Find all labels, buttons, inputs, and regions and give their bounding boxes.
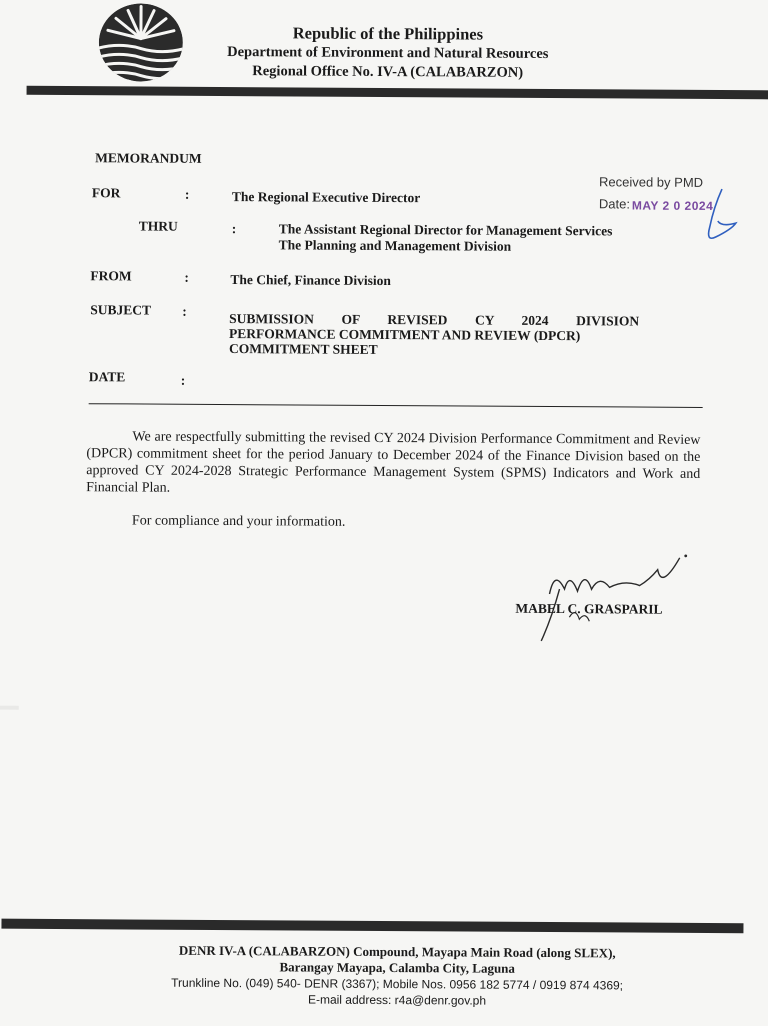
memo-body [86,428,701,533]
footer-address-line1: DENR IV-A (CALABARZON) Compound, Mayapa Main Road (along SLEX), [37,942,757,962]
date-label: DATE [89,369,126,385]
received-stamp-label: Received by PMD [599,171,703,194]
thru-value-line1: The Assistant Regional Director for Management Services [279,221,613,239]
pmd-initial-signature-icon [692,187,742,247]
letterhead-department: Department of Environment and Natural Resources [198,43,578,64]
letterhead-republic: Republic of the Philippines [198,23,578,45]
from-label: FROM [90,268,131,284]
denr-logo-icon [98,2,184,83]
footer-address-line2: Barangay Mayapa, Calamba City, Laguna [37,958,757,978]
subject-line1: SUBMISSION OF REVISED CY 2024 DIVISION [229,311,639,329]
for-value: The Regional Executive Director [232,189,420,206]
date-colon: : [181,373,186,389]
thru-value [279,221,613,255]
subject-value [229,311,639,359]
footer-contact-numbers: Trunkline No. (049) 540- DENR (3367); Mobile Nos. 0956 182 5774 / 0919 874 4369; [37,974,757,994]
memo-title: MEMORANDUM [95,150,202,167]
page-smudge [0,706,19,710]
from-value: The Chief, Finance Division [230,272,391,289]
footer-email: E-mail address: r4a@denr.gov.ph [37,990,757,1010]
for-colon: : [185,187,190,203]
subject-label: SUBJECT [90,302,151,318]
letterhead-regional-office: Regional Office No. IV-A (CALABARZON) [198,62,578,83]
subject-colon: : [182,304,187,320]
received-stamp-date-label: Date: [599,193,703,216]
body-paragraph-1: We are respectfully submitting the revised CY 2024 Division Performance Commitment and Review (DPCR) commitment sheet for the period January to December 2024 of the Finance Division based on the approved CY 2024-2028 Strategic Performance Management System (SPMS) Indicators and Work and Financial Plan. [86,428,700,500]
header-divider-bar [27,86,768,100]
thru-colon: : [232,221,237,237]
signatory-name: MABEL C. GRASPARIL [515,601,662,618]
memo-header-rule [89,403,703,408]
thru-label: THRU [139,218,178,234]
from-colon: : [184,270,189,286]
for-label: FOR [92,185,121,201]
body-paragraph-2: For compliance and your information. [86,512,700,533]
subject-line2: PERFORMANCE COMMITMENT AND REVIEW (DPCR) [229,326,639,344]
letterhead [198,23,578,83]
footer-divider-bar [1,919,743,934]
handwritten-signature-icon [529,549,690,650]
footer [37,942,757,1010]
thru-value-line2: The Planning and Management Division [279,237,613,255]
subject-line3: COMMITMENT SHEET [229,341,639,359]
received-stamp-date: MAY 2 0 2024 [632,199,713,213]
